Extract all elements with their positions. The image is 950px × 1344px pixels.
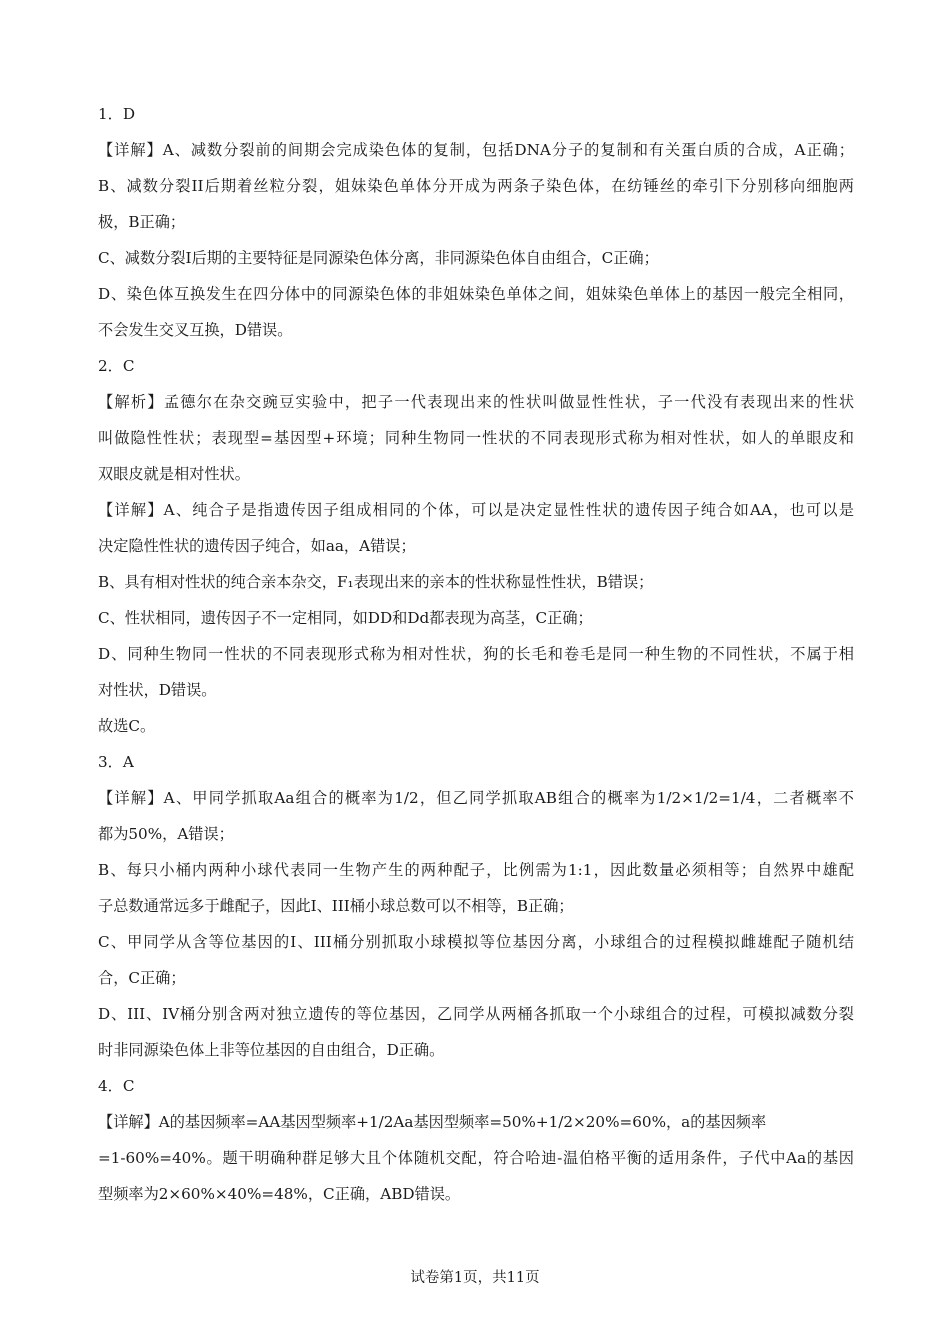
q3-detail-line-4: 子总数通常远多于雌配子，因此I、III桶小球总数可以不相等，B正确；	[98, 897, 574, 915]
q3-detail-line-5: C、甲同学从含等位基因的I、III桶分别抓取小球模拟等位基因分离，小球组合的过程模拟雌雄配子随机结	[98, 933, 854, 951]
q4-detail-line-2: =1-60%=40%。题干明确种群足够大且个体随机交配，符合哈迪-温伯格平衡的适用条件，子代中Aa的基因	[98, 1149, 854, 1167]
q2-detail-line-5: D、同种生物同一性状的不同表现形式称为相对性状，狗的长毛和卷毛是同一种生物的不同性状，不属于相	[98, 645, 854, 663]
q1-detail-line-1: 【详解】A、减数分裂前的间期会完成染色体的复制，包括DNA分子的复制和有关蛋白质的合成，A正确；	[98, 141, 854, 159]
question-1-answer: 1．D	[98, 105, 136, 123]
q3-detail-line-6: 合，C正确；	[98, 969, 186, 987]
answer-content	[98, 96, 854, 1212]
q1-detail-line-4: C、减数分裂I后期的主要特征是同源染色体分离，非同源染色体自由组合，C正确；	[98, 249, 659, 267]
q1-detail-line-6: 不会发生交叉互换，D错误。	[98, 321, 293, 339]
q2-detail-line-3: B、具有相对性状的纯合亲本杂交，F₁表现出来的亲本的性状称显性性状，B错误；	[98, 573, 654, 591]
q2-analysis-line-3: 双眼皮就是相对性状。	[98, 465, 250, 483]
q2-detail-line-6: 对性状，D错误。	[98, 681, 217, 699]
q1-detail-line-2: B、减数分裂II后期着丝粒分裂，姐妹染色单体分开成为两条子染色体，在纺锤丝的牵引下分别移向细胞两	[98, 177, 854, 195]
page-footer: 试卷第1页，共11页	[410, 1270, 540, 1286]
q1-detail-line-5: D、染色体互换发生在四分体中的同源染色体的非姐妹染色单体之间，姐妹染色单体上的基因一般完全相同，	[98, 285, 854, 303]
question-2-answer: 2．C	[98, 357, 135, 375]
q3-detail-line-2: 都为50%，A错误；	[98, 825, 234, 843]
q2-analysis-line-2: 叫做隐性性状；表现型=基因型+环境；同种生物同一性状的不同表现形式称为相对性状，如人的单眼皮和	[98, 429, 854, 447]
q2-detail-line-4: C、性状相同，遗传因子不一定相同，如DD和Dd都表现为高茎，C正确；	[98, 609, 593, 627]
q4-detail-line-3: 型频率为2×60%×40%=48%，C正确，ABD错误。	[98, 1185, 461, 1203]
q1-detail-line-3: 极，B正确；	[98, 213, 186, 231]
q3-detail-line-3: B、每只小桶内两种小球代表同一生物产生的两种配子，比例需为1:1，因此数量必须相等；自然界中雄配	[98, 861, 854, 879]
question-4-answer: 4．C	[98, 1077, 135, 1095]
q2-analysis-line-1: 【解析】孟德尔在杂交豌豆实验中，把子一代表现出来的性状叫做显性性状，子一代没有表现出来的性状	[98, 393, 854, 411]
q4-detail-line-1: 【详解】A的基因频率=AA基因型频率+1/2Aa基因型频率=50%+1/2×20%=60%，a的基因频率	[98, 1113, 767, 1131]
q2-detail-line-2: 决定隐性性状的遗传因子纯合，如aa，A错误；	[98, 537, 416, 555]
q3-detail-line-7: D、III、IV桶分别含两对独立遗传的等位基因，乙同学从两桶各抓取一个小球组合的过程，可模拟减数分裂	[98, 1005, 854, 1023]
q3-detail-line-1: 【详解】A、甲同学抓取Aa组合的概率为1/2，但乙同学抓取AB组合的概率为1/2×1/2=1/4，二者概率不	[98, 789, 854, 807]
q3-detail-line-8: 时非同源染色体上非等位基因的自由组合，D正确。	[98, 1041, 445, 1059]
question-3-answer: 3．A	[98, 753, 134, 771]
q2-detail-line-1: 【详解】A、纯合子是指遗传因子组成相同的个体，可以是决定显性性状的遗传因子纯合如AA，也可以是	[98, 501, 854, 519]
q2-conclusion: 故选C。	[98, 717, 156, 735]
